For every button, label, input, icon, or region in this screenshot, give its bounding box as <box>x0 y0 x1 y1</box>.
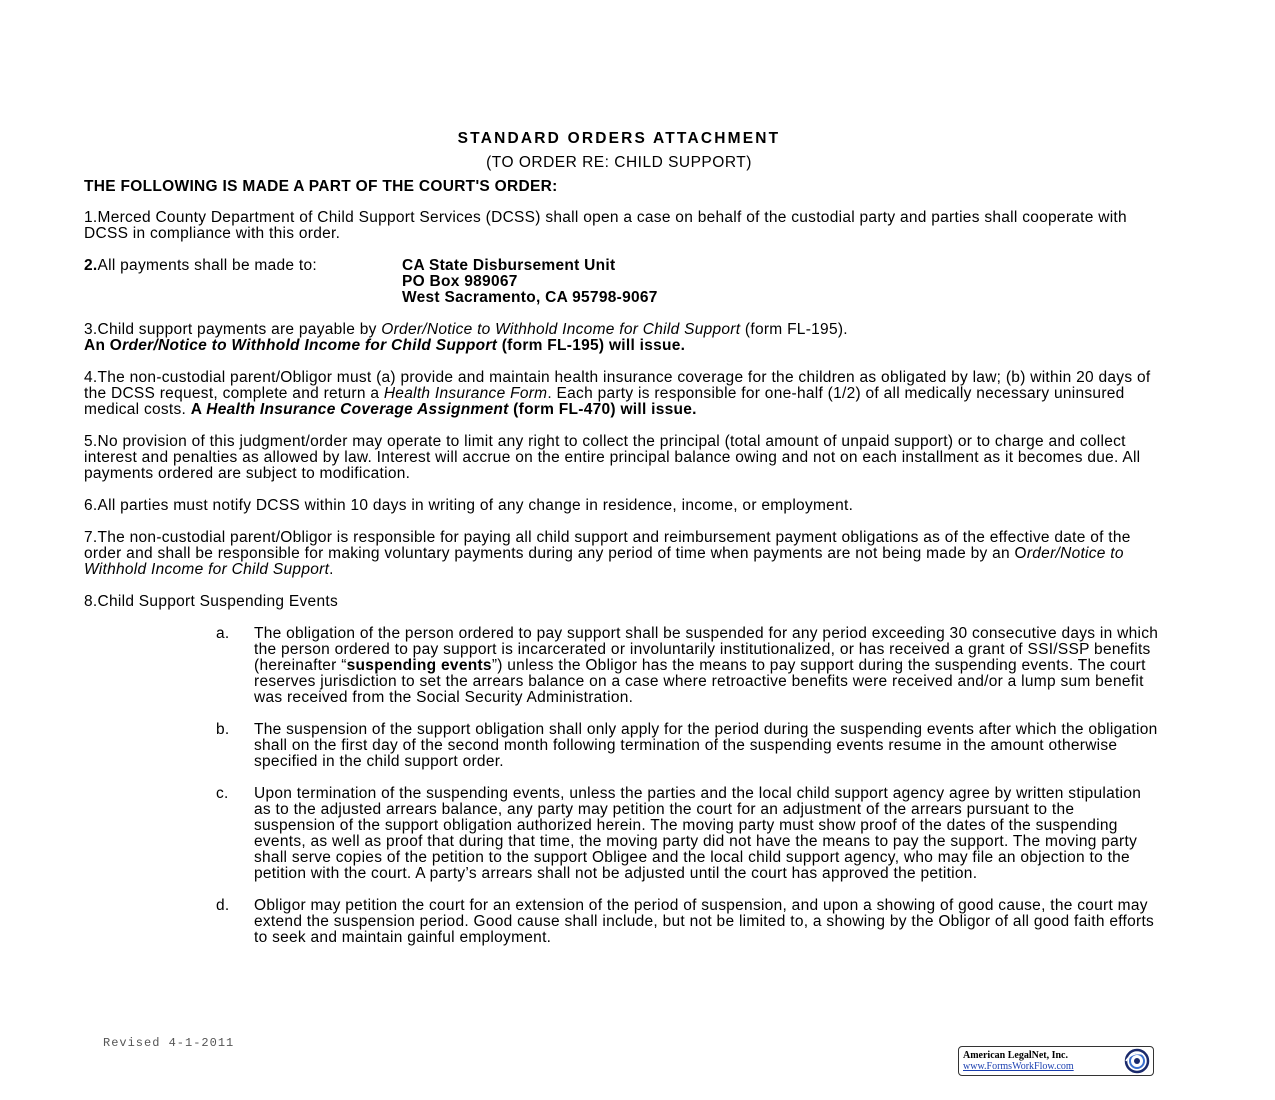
orders-body <box>84 210 1159 962</box>
sub-item-text <box>254 626 1159 706</box>
order-item-7 <box>84 530 1159 578</box>
item-text: All parties must notify DCSS within 10 days in writing of any change in residence, income, or employment. <box>97 497 854 514</box>
address-line: CA State Disbursement Unit <box>402 257 616 274</box>
sub-item-text: Obligor may petition the court for an extension of the period of suspension, and upon a showing of good cause, the court may extend the suspension period. Good cause shall include, but not be limited to, a showing by the Obligor of all good faith efforts to seek and maintain gainful employment. <box>254 897 1155 946</box>
form-reference: Order/Notice to Withhold Income for Child Support <box>381 321 741 338</box>
item-bold-text: (form FL-470) will issue. <box>508 401 697 418</box>
order-item-5 <box>84 434 1159 482</box>
address-line: West Sacramento, CA 95798-9067 <box>402 289 658 306</box>
item-text: All payments shall be made to: <box>97 257 317 274</box>
sub-item-text-part: ”) unless the Obligor has the means to pay support during the suspending events. The court reserves jurisdiction to set the arrears balance on a case where retroactive benefits were received and/or a lump sum benefit was received from the Social Security Administration. <box>254 657 1146 706</box>
item-bold-text: A <box>190 401 207 418</box>
item-text: No provision of this judgment/order may operate to limit any right to collect the principal (total amount of unpaid support) or to charge and collect interest and penalties as allowed by law. Interest will accrue on the entire principal balance owing and not on each installment as it becomes due. All payments ordered are subject to modification. <box>84 433 1141 482</box>
sub-item-text: Upon termination of the suspending events, unless the parties and the local child support agency agree by written stipulation as to the adjusted arrears balance, any party may petition the court for an adjustment of the arrears pursuant to the suspension of the support obligation authorized herein. The moving party must show proof of the dates of the suspending events, as well as proof that during that time, the moving party did not have the means to pay the support. The moving party shall serve copies of the petition to the support Obligee and the local child support agency, who may file an objection to the petition with the court. A party’s arrears shall not be adjusted until the court has approved the petition. <box>254 785 1142 882</box>
sub-item-letter: b. <box>216 721 230 738</box>
form-reference: rder/Notice to Withhold Income for Child Support <box>122 337 498 354</box>
document-title: STANDARD ORDERS ATTACHMENT <box>457 130 781 147</box>
item-number: 8. <box>84 593 98 610</box>
item-number: 2. <box>84 257 98 274</box>
sub-item-c <box>84 786 1159 882</box>
payment-address <box>402 258 658 306</box>
order-item-3 <box>84 322 1159 354</box>
sub-item-a <box>84 626 1159 706</box>
item-text: The non-custodial parent/Obligor is responsible for paying all child support and reimbursement payment obligations as of the effective date of the order and shall be responsible for making voluntary payments during any period of time when payments are not being made by an O <box>84 529 1131 562</box>
defined-term: suspending events <box>346 657 492 674</box>
item-number: 1. <box>84 209 98 226</box>
sub-item-text-part: The obligation of the person ordered to pay support shall be suspended for any period exceeding 30 consecutive days in which the person ordered to pay support is incarcerated or involuntarily institutionalized, or has received a grant of SSI/SSP benefits (hereinafter “ <box>254 625 1159 674</box>
item-number: 4. <box>84 369 98 386</box>
order-item-2 <box>84 258 1159 306</box>
item-number: 6. <box>84 497 98 514</box>
item-text: Child Support Suspending Events <box>97 593 338 610</box>
address-line: PO Box 989067 <box>402 273 518 290</box>
item-bold-text: An O <box>84 337 123 354</box>
item-bold-text: (form FL-195) will issue. <box>497 337 686 354</box>
item-number: 5. <box>84 433 98 450</box>
document-subtitle: (TO ORDER RE: CHILD SUPPORT) <box>486 154 752 171</box>
item-text: The non-custodial parent/Obligor must (a) provide and maintain health insurance coverage for the children as obligated by law; (b) within 20 days of the DCSS request, complete and return a <box>84 369 1151 402</box>
american-legalnet-logo[interactable] <box>958 1046 1154 1076</box>
item-text: (form FL-195). <box>740 321 848 338</box>
legalnet-swirl-icon <box>1123 1048 1151 1074</box>
item-text: Child support payments are payable by <box>97 321 382 338</box>
sub-item-text: The suspension of the support obligation shall only apply for the period during the suspending events after which the obligation shall on the first day of the second month following termination of the suspending events resume in the amount otherwise specified in the child support order. <box>254 721 1158 770</box>
form-reference: Health Insurance Coverage Assignment <box>206 401 509 418</box>
item-text: Merced County Department of Child Support Services (DCSS) shall open a case on behalf of the custodial party and parties shall cooperate with DCSS in compliance with this order. <box>84 209 1127 242</box>
intro-statement: THE FOLLOWING IS MADE A PART OF THE COURT'S ORDER: <box>84 178 558 195</box>
item-text: . Each party is responsible for one-half (1/2) of all medically necessary uninsured medical costs. <box>84 385 1125 418</box>
sub-item-letter: d. <box>216 897 230 914</box>
payment-label <box>84 258 402 306</box>
form-reference: rder/Notice to Withhold Income for Child Support <box>84 545 1124 578</box>
sub-item-letter: c. <box>216 785 229 802</box>
order-item-4 <box>84 370 1159 418</box>
sub-item-b <box>84 722 1159 770</box>
item-text: . <box>329 561 334 578</box>
order-item-1 <box>84 210 1159 242</box>
sub-item-d <box>84 898 1159 946</box>
logo-company-name: American LegalNet, Inc. <box>963 1050 1068 1061</box>
order-item-6 <box>84 498 1159 514</box>
sub-item-letter: a. <box>216 625 230 642</box>
revision-date: Revised 4-1-2011 <box>103 1036 235 1050</box>
form-reference: Health Insurance Form <box>383 385 548 402</box>
logo-website-link[interactable]: www.FormsWorkFlow.com <box>963 1061 1074 1072</box>
item-number: 7. <box>84 529 98 546</box>
order-item-8 <box>84 594 1159 610</box>
suspending-events-list <box>84 626 1159 946</box>
item-number: 3. <box>84 321 98 338</box>
